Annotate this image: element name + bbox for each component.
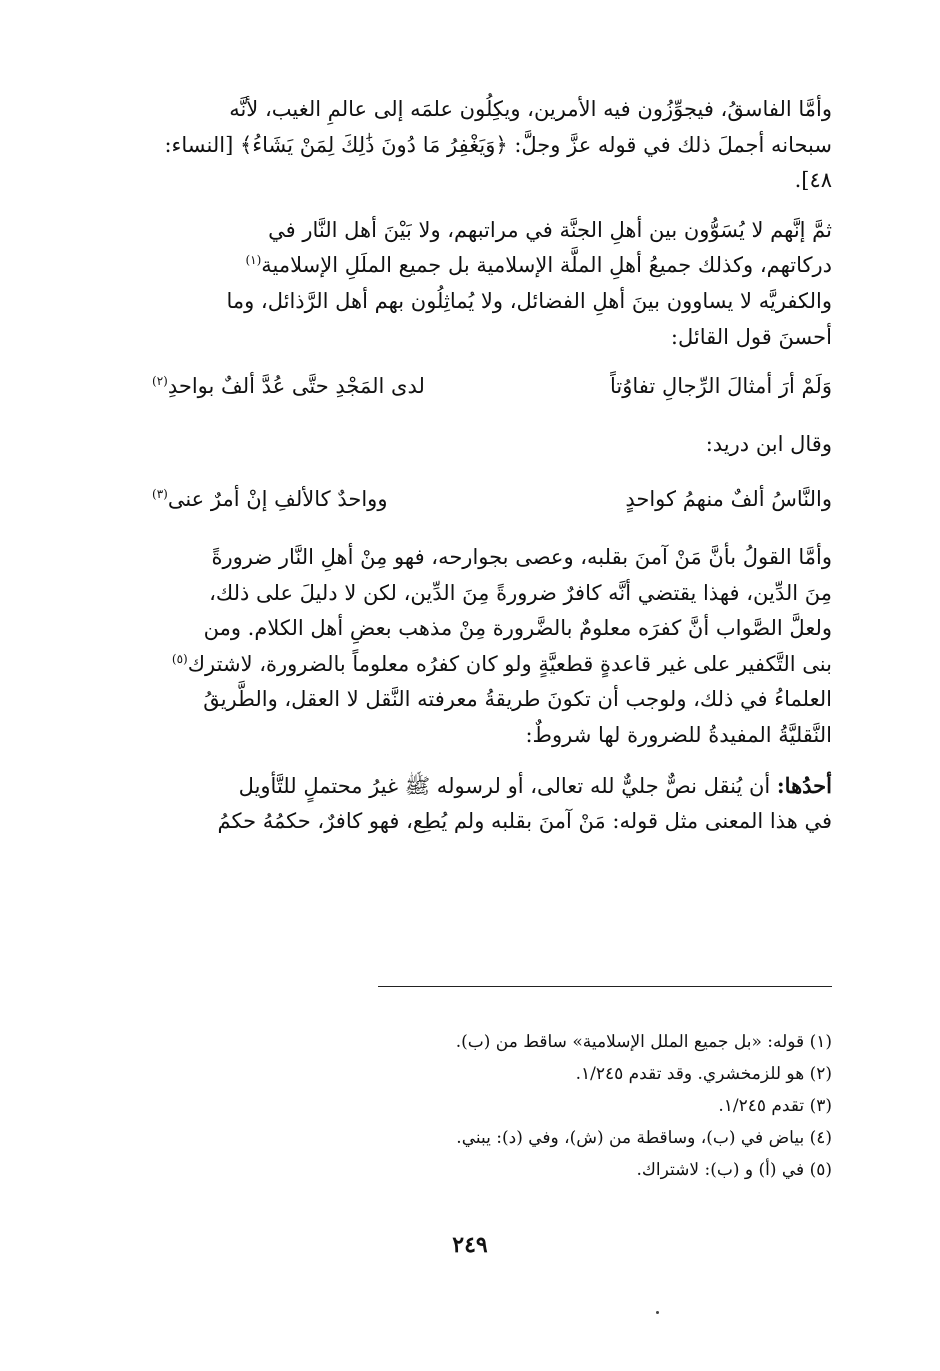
verse-2 (152, 482, 832, 518)
line-text: بنى التَّكفير على غير قاعدةٍ قطعيَّةٍ ولو كان كفرُه معلوماً بالضرورة، لاشترك (187, 651, 832, 676)
verse-text: لدى المَجْدِ حتَّى عُدَّ ألفٌ بواحدِ (167, 374, 425, 399)
page-number: ٢٤٩ (452, 1232, 488, 1258)
paragraph-4 (152, 768, 832, 840)
text-line: وأمَّا القولُ بأنَّ مَنْ آمنَ بقلبه، وعصى بجوارحه، فهو مِنْ أهلِ النَّار ضرورةً (211, 544, 832, 569)
text-line: النَّقليَّةُ المفيدةُ للضرورة لها شروطٌ: (525, 722, 832, 747)
text-line: والكفريَّه لا يساوون بينَ أهلِ الفضائل، ولا يُماثِلُون بهم أهل الرَّذائل، وما (226, 288, 832, 313)
text-line: العلماءُ في ذلك، ولوجب أن تكونَ طريقةُ معرفته النَّقل لا العقل، والطَّريقُ (203, 687, 832, 712)
verse-first-half: وَلَمْ أرَ أمثالَ الرِّجالِ تفاوُتاً (610, 374, 832, 399)
text-line: مِنَ الدِّين، فهذا يقتضي أنَّه كافرٌ ضرورةً مِنَ الدِّين، لكن لا دليلَ على ذلك، (209, 580, 832, 605)
footnotes (152, 1026, 832, 1186)
text-line (152, 647, 832, 683)
main-text (152, 92, 832, 854)
paragraph-1 (152, 92, 832, 199)
verse-first-half: والنَّاسُ ألفٌ منهمُ كواحدٍ (625, 487, 832, 512)
text-line: ٤٨]. (794, 168, 832, 193)
footnote-5: (٥) في (أ) و (ب): لاشتراك. (636, 1160, 832, 1180)
text-line (152, 768, 832, 805)
line-text: أن يُنقل نصٌّ جليٌّ لله تعالى، أو لرسوله ﷺ غيرُ محتملٍ للتَّأويل (238, 773, 771, 798)
text-line: في هذا المعنى مثل قوله: مَنْ آمنَ بقلبه ولم يُطِع، فهو كافرٌ، حكمُهُ حكمُ (217, 809, 832, 834)
line-text: دركاتهم، وكذلك جميعُ أهلِ الملَّة الإسلامية بل جميع الملَلِ الإسلامية (261, 253, 832, 278)
footnote-4: (٤) بياض في (ب)، وساقطة من (ش)، وفي (د): يبني. (456, 1128, 832, 1148)
footnote-ref-3: (٣) (152, 487, 168, 502)
text-line: ولعلَّ الصَّواب أنَّ كفرَه معلومٌ بالضَّرورة مِنْ مذهب بعضِ أهل الكلام. ومن (203, 616, 832, 641)
paragraph-3 (152, 540, 832, 754)
text-line: أحسنَ قول القائل: (670, 324, 832, 349)
text-line: ثمَّ إنَّهم لا يُسَوُّون بين أهلِ الجنَّة في مراتبهم، ولا بَيْنَ أهل النَّار في (268, 217, 832, 242)
footnote-3: (٣) تقدم ١/٢٤٥. (718, 1096, 832, 1116)
footnote-ref-2: (٢) (152, 374, 168, 389)
footnote-1: (١) قوله: «بل جميع الملل الإسلامية» ساقط من (ب). (455, 1032, 832, 1052)
footnote-separator (378, 986, 832, 987)
paragraph-2 (152, 213, 832, 355)
text-line: سبحانه أجملَ ذلك في قوله عزَّ وجلَّ: ﴿وَيَغْفِرُ مَا دُونَ ذَٰلِكَ لِمَنْ يَشَاءُ﴾ [النساء: (164, 132, 832, 157)
paragraph-lead: أحدُها: (776, 772, 832, 798)
verse-1 (152, 369, 832, 405)
footnote-ref-5: (٥) (171, 651, 188, 666)
text-line: وأمَّا الفاسقُ، فيجوِّزُون فيه الأمرين، ويكِلُون علمَه إلى عالمِ الغيب، لأنَّه (229, 97, 832, 121)
verse-second-half (152, 482, 387, 518)
footnote-2: (٢) هو للزمخشري. وقد تقدم ١/٢٤٥. (575, 1064, 832, 1084)
scan-speck (656, 1311, 659, 1314)
footnote-ref-1: (١) (245, 253, 262, 268)
text-line (152, 248, 832, 284)
verse-intro: وقال ابن دريد: (705, 431, 832, 456)
verse-text: وواحدٌ كالألفِ إنْ أمرٌ عنى (167, 487, 388, 512)
verse-second-half (152, 369, 425, 405)
